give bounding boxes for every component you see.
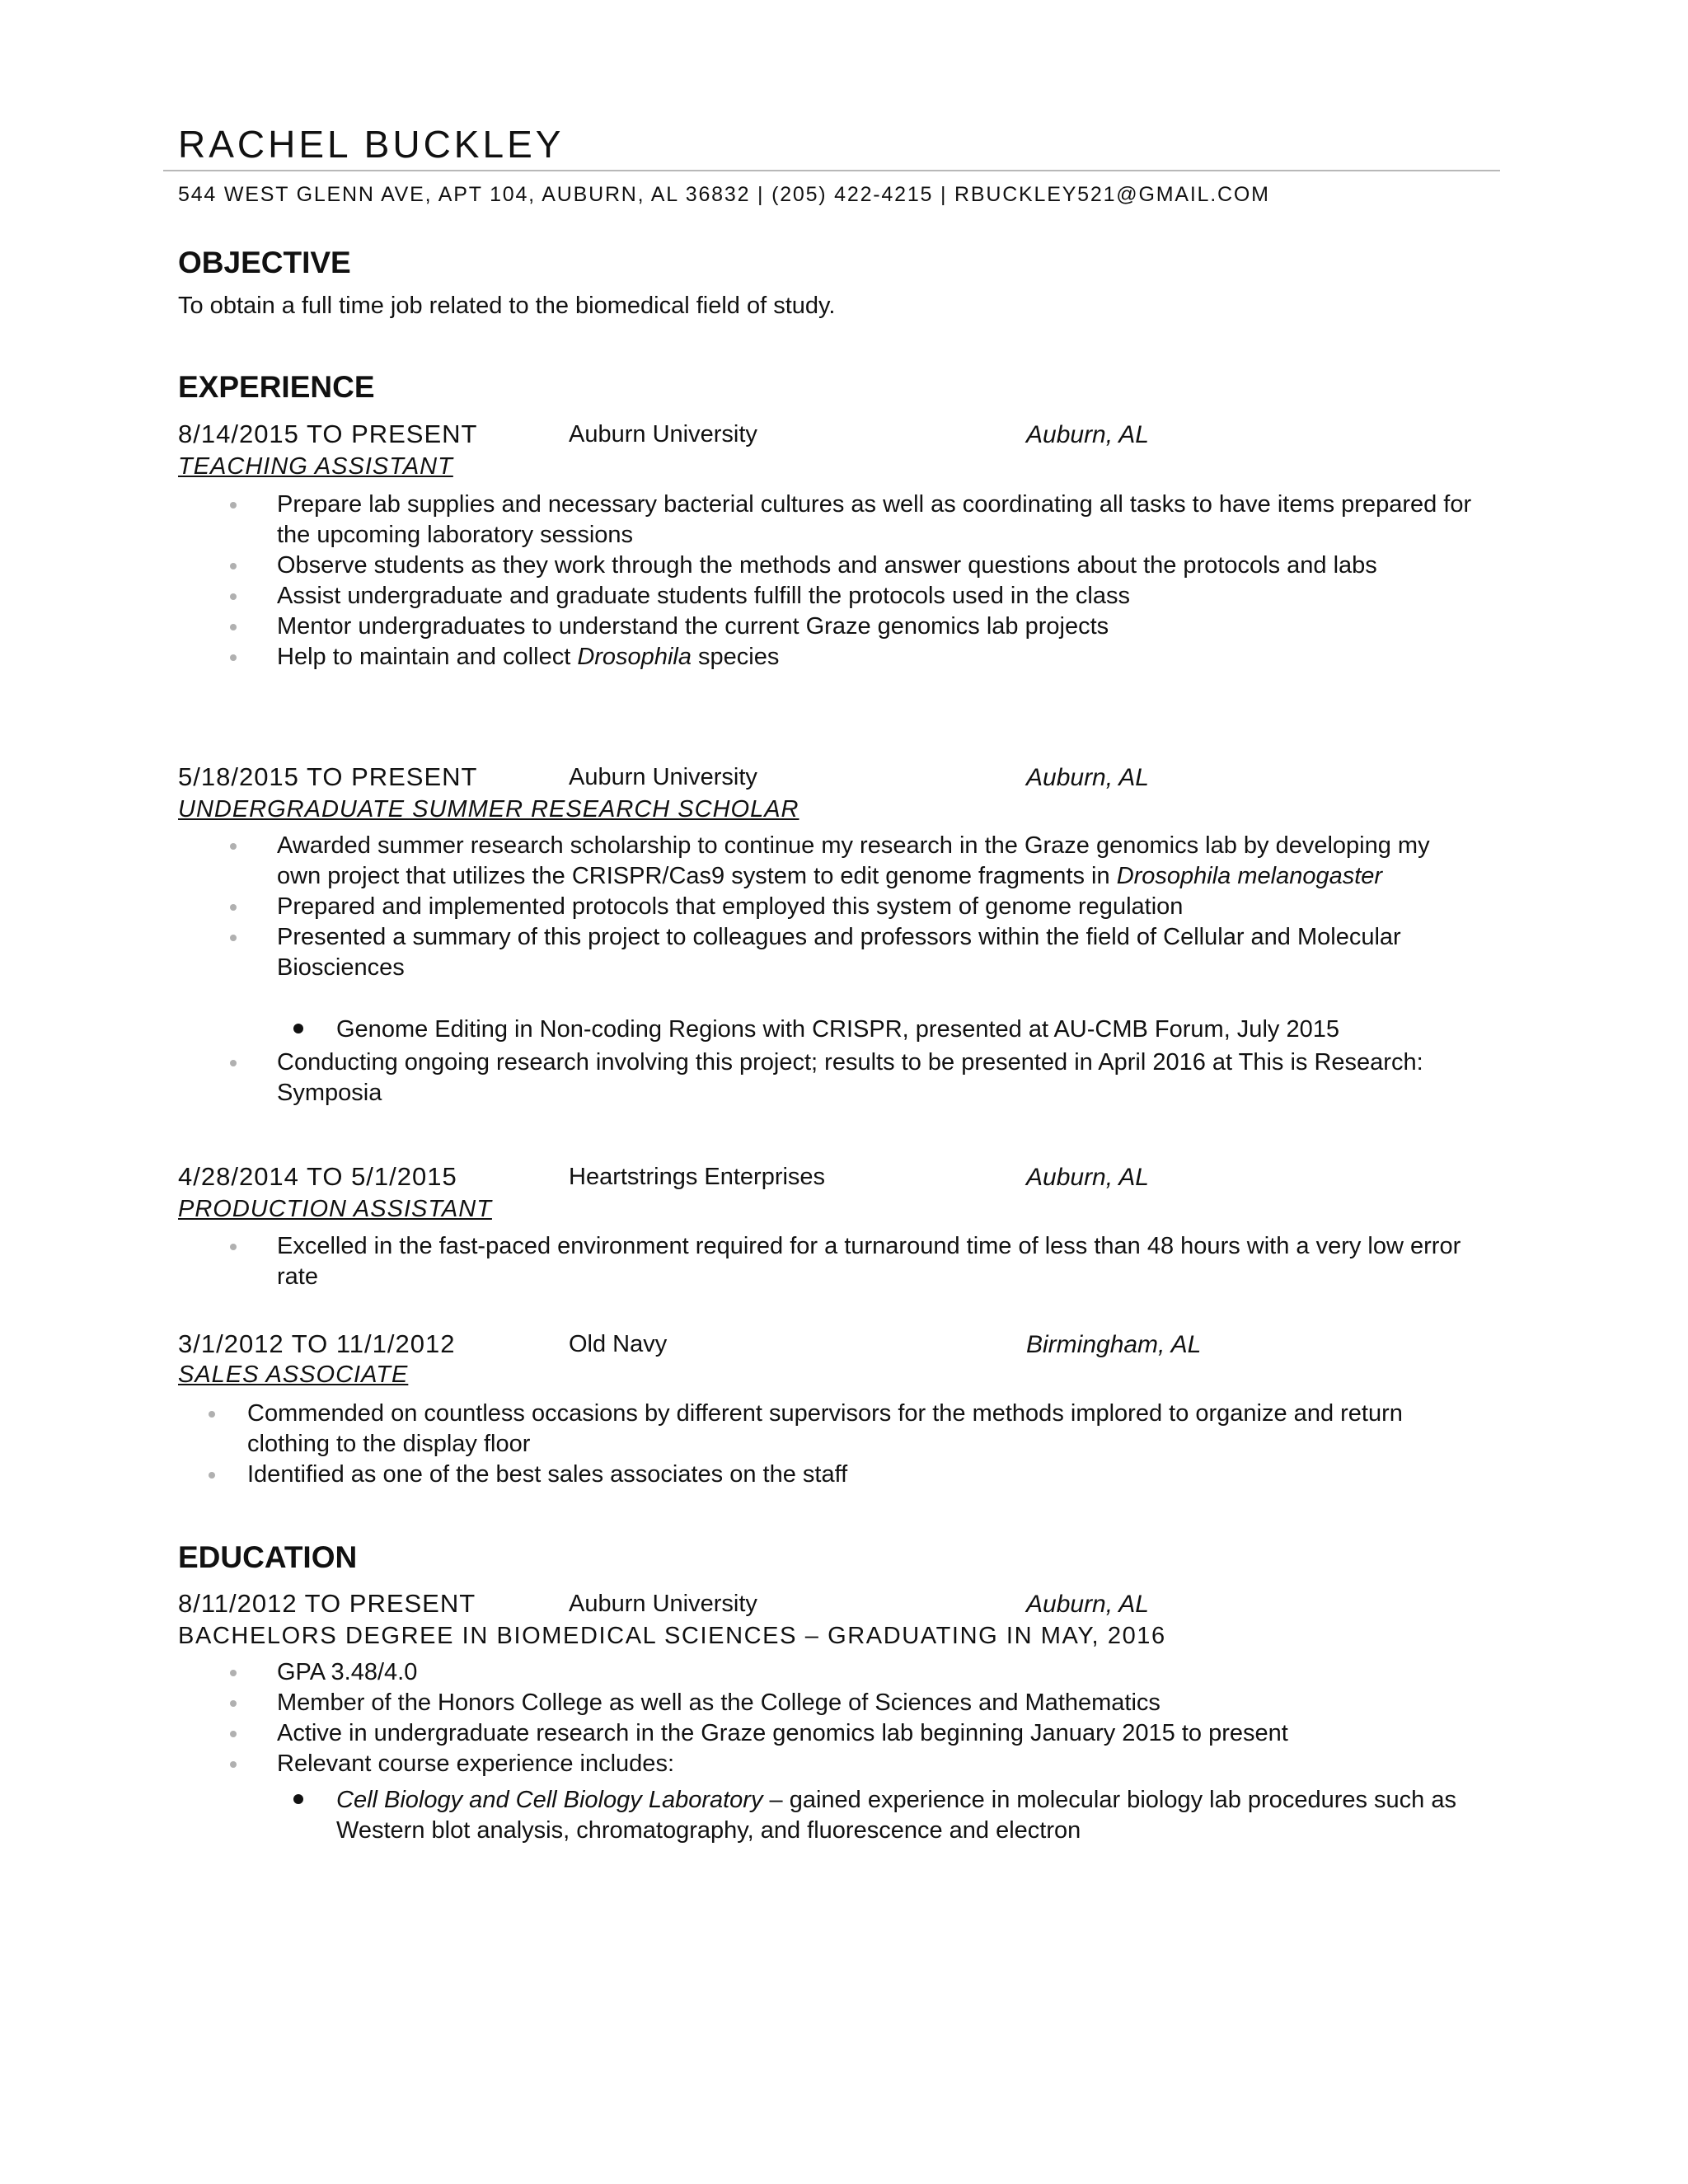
job-employer: Auburn University (569, 764, 757, 790)
experience-heading: EXPERIENCE (178, 370, 375, 404)
candidate-name: RACHEL BUCKLEY (178, 123, 565, 166)
job-bullets (277, 1231, 1472, 1292)
list-item (336, 1785, 1474, 1846)
job-employer: Old Navy (569, 1331, 668, 1357)
list-item: GPA 3.48/4.0 (277, 1657, 1472, 1688)
job-location: Auburn, AL (1026, 1164, 1149, 1191)
list-item: Observe students as they work through the methods and answer questions about the protocols and labs (277, 551, 1472, 581)
education-location: Auburn, AL (1026, 1591, 1149, 1618)
bullet-icon (230, 1761, 237, 1768)
list-item: Presented a summary of this project to colleagues and professors within the field of Cellular and Molecular Biosciences (277, 922, 1472, 983)
job-location: Birmingham, AL (1026, 1331, 1202, 1358)
job-sub-bullets (336, 1015, 1490, 1045)
course-list (336, 1785, 1474, 1846)
job-bullets (277, 490, 1472, 673)
objective-heading: OBJECTIVE (178, 246, 351, 279)
list-item: Assist undergraduate and graduate students fulfill the protocols used in the class (277, 581, 1472, 612)
job-dates: 3/1/2012 TO 11/1/2012 (178, 1329, 456, 1358)
job-bullets (247, 1399, 1484, 1490)
list-item: Identified as one of the best sales associates on the staff (247, 1460, 1484, 1490)
bullet-icon (230, 654, 237, 661)
education-school: Auburn University (569, 1591, 757, 1617)
list-item: Excelled in the fast-paced environment required for a turnaround time of less than 48 hours with a very low error rate (277, 1231, 1472, 1292)
job-header (178, 762, 1497, 795)
job-role: PRODUCTION ASSISTANT (178, 1196, 492, 1222)
job-role: UNDERGRADUATE SUMMER RESEARCH SCHOLAR (178, 796, 799, 823)
bullet-icon (209, 1411, 215, 1418)
bullet-icon (230, 843, 237, 850)
list-item: Prepared and implemented protocols that employed this system of genome regulation (277, 892, 1472, 922)
bullet-icon (230, 593, 237, 600)
list-item: Commended on countless occasions by different supervisors for the methods implored to organize and return clothing to the display floor (247, 1399, 1484, 1460)
education-degree: BACHELORS DEGREE IN BIOMEDICAL SCIENCES – GRADUATING IN MAY, 2016 (178, 1623, 1166, 1649)
bullet-icon (230, 1670, 237, 1676)
list-item: Help to maintain and collect Drosophila species (277, 642, 1472, 673)
job-dates: 8/14/2015 TO PRESENT (178, 419, 478, 448)
education-bullets (277, 1657, 1472, 1779)
bullet-icon (230, 1731, 237, 1737)
bullet-icon (230, 624, 237, 630)
contact-line: 544 WEST GLENN AVE, APT 104, AUBURN, AL 36832 | (205) 422-4215 | RBUCKLEY521@GMAIL.COM (178, 183, 1270, 206)
bullet-icon (293, 1794, 303, 1804)
job-bullets (277, 831, 1472, 983)
education-header (178, 1589, 1497, 1622)
list-item: Mentor undergraduates to understand the current Graze genomics lab projects (277, 612, 1472, 642)
job-dates: 5/18/2015 TO PRESENT (178, 762, 478, 791)
job-header (178, 419, 1497, 452)
job-location: Auburn, AL (1026, 421, 1149, 448)
bullet-icon (230, 1244, 237, 1250)
header-divider (163, 170, 1500, 171)
bullet-icon (230, 1060, 237, 1066)
course-title: Cell Biology and Cell Biology Laboratory (336, 1787, 763, 1813)
bullet-icon (230, 935, 237, 941)
bullet-icon (230, 1700, 237, 1707)
list-item: Genome Editing in Non-coding Regions with CRISPR, presented at AU-CMB Forum, July 2015 (336, 1015, 1490, 1045)
bullet-icon (230, 904, 237, 911)
list-item: Conducting ongoing research involving this project; results to be presented in April 2016 at This is Research: Symposia (277, 1047, 1472, 1108)
objective-text: To obtain a full time job related to the biomedical field of study. (178, 293, 836, 319)
job-header (178, 1329, 1497, 1362)
job-role: TEACHING ASSISTANT (178, 453, 453, 480)
list-item: Relevant course experience includes: (277, 1749, 1472, 1779)
job-role: SALES ASSOCIATE (178, 1361, 409, 1388)
job-header (178, 1162, 1497, 1195)
bullet-icon (230, 502, 237, 509)
bullet-icon (209, 1472, 215, 1479)
job-employer: Heartstrings Enterprises (569, 1164, 826, 1190)
list-item: Prepare lab supplies and necessary bacterial cultures as well as coordinating all tasks to have items prepared for the upcoming laboratory sessions (277, 490, 1472, 551)
education-heading: EDUCATION (178, 1540, 358, 1574)
job-employer: Auburn University (569, 421, 757, 448)
job-location: Auburn, AL (1026, 764, 1149, 791)
list-item: Awarded summer research scholarship to continue my research in the Graze genomics lab by developing my own project that utilizes the CRISPR/Cas9 system to edit genome fragments in Drosophila melanogaster (277, 831, 1472, 892)
bullet-icon (230, 563, 237, 569)
job-dates: 4/28/2014 TO 5/1/2015 (178, 1162, 457, 1191)
course-text: – gained experience in molecular biology lab procedures such as Western blot analysis, chromatography, and fluorescence and electron (336, 1787, 1456, 1844)
list-item: Member of the Honors College as well as the College of Sciences and Mathematics (277, 1688, 1472, 1718)
education-dates: 8/11/2012 TO PRESENT (178, 1589, 476, 1618)
bullet-icon (293, 1024, 303, 1033)
list-item: Active in undergraduate research in the Graze genomics lab beginning January 2015 to present (277, 1718, 1472, 1749)
job-bullets (277, 1047, 1472, 1108)
